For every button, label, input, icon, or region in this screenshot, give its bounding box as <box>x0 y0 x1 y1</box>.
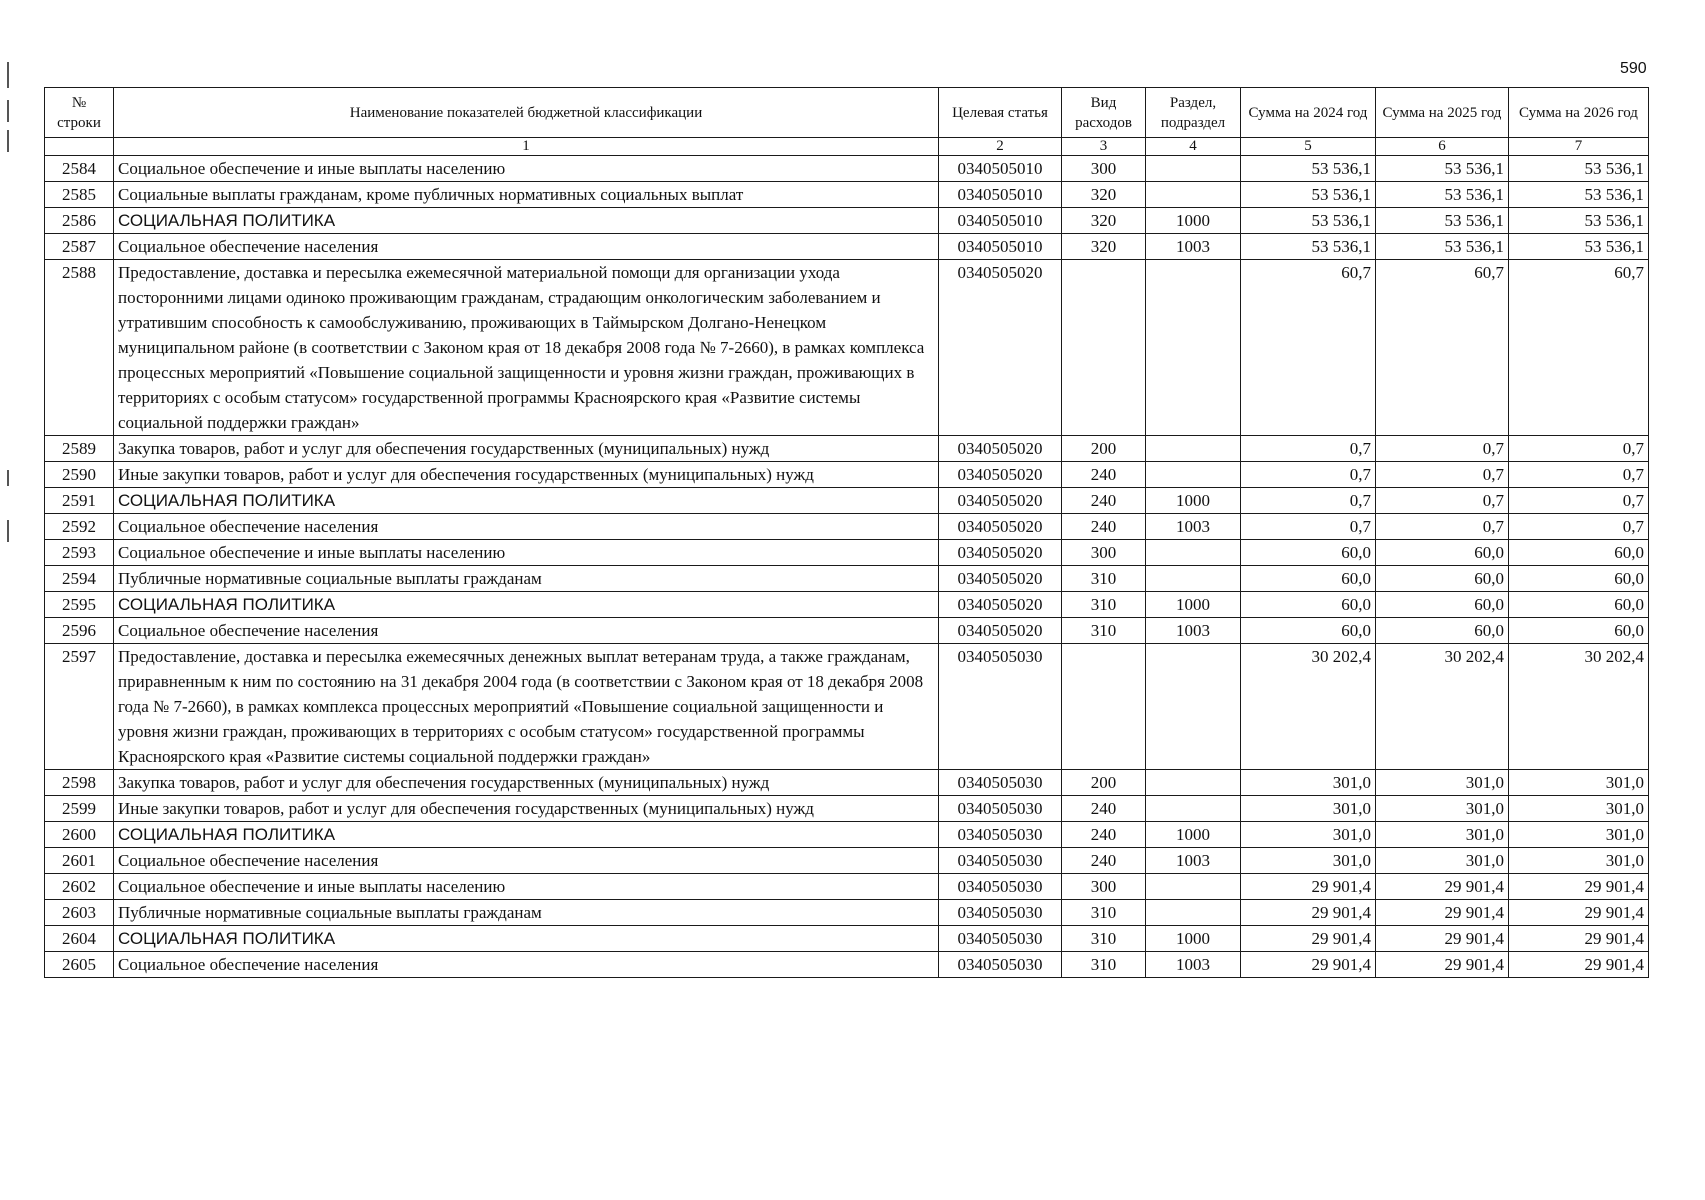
target-article: 0340505030 <box>939 770 1062 796</box>
sum-2025: 60,0 <box>1376 618 1509 644</box>
sum-2026: 53 536,1 <box>1509 156 1649 182</box>
sum-2024: 0,7 <box>1241 488 1376 514</box>
header-row-number: № строки <box>45 88 114 138</box>
indicator-name: Предоставление, доставка и пересылка ежемесячных денежных выплат ветеранам труда, а также гражданам, приравненным к ним по состоянию на 31 декабря 2004 года (в соответствии с Законом края от 18 декабря 2008 года № 7-2660), в рамках комплекса процессных мероприятий «Повышение социальной защищенности и уровня жизни граждан, проживающих в территориях с особым статусом» государственной программы Красноярского края «Развитие системы социальной поддержки граждан» <box>114 644 939 770</box>
sum-2024: 29 901,4 <box>1241 874 1376 900</box>
table-row <box>45 260 1649 436</box>
row-number: 2600 <box>45 822 114 848</box>
indicator-name: Социальное обеспечение и иные выплаты населению <box>114 540 939 566</box>
table-body <box>45 156 1649 978</box>
expense-type: 240 <box>1062 514 1146 540</box>
table-row <box>45 822 1649 848</box>
indicator-name: Иные закупки товаров, работ и услуг для обеспечения государственных (муниципальных) нужд <box>114 796 939 822</box>
header-name: Наименование показателей бюджетной классификации <box>114 88 939 138</box>
indicator-name: Социальные выплаты гражданам, кроме публичных нормативных социальных выплат <box>114 182 939 208</box>
row-number: 2601 <box>45 848 114 874</box>
sum-2024: 0,7 <box>1241 436 1376 462</box>
indicator-name: Социальное обеспечение населения <box>114 848 939 874</box>
column-number: 6 <box>1376 138 1509 156</box>
header-sum-2026: Сумма на 2026 год <box>1509 88 1649 138</box>
section-subsection: 1000 <box>1146 592 1241 618</box>
sum-2026: 301,0 <box>1509 770 1649 796</box>
table-row <box>45 566 1649 592</box>
expense-type: 310 <box>1062 926 1146 952</box>
section-subsection: 1003 <box>1146 848 1241 874</box>
target-article: 0340505020 <box>939 260 1062 436</box>
table-row <box>45 436 1649 462</box>
expense-type: 310 <box>1062 952 1146 978</box>
sum-2026: 60,0 <box>1509 618 1649 644</box>
table-row <box>45 488 1649 514</box>
sum-2025: 29 901,4 <box>1376 926 1509 952</box>
table-row <box>45 952 1649 978</box>
row-number: 2591 <box>45 488 114 514</box>
column-number: 4 <box>1146 138 1241 156</box>
section-subsection <box>1146 182 1241 208</box>
sum-2025: 29 901,4 <box>1376 900 1509 926</box>
sum-2024: 60,0 <box>1241 566 1376 592</box>
sum-2025: 60,0 <box>1376 566 1509 592</box>
indicator-name: СОЦИАЛЬНАЯ ПОЛИТИКА <box>114 592 939 618</box>
sum-2025: 30 202,4 <box>1376 644 1509 770</box>
section-subsection <box>1146 900 1241 926</box>
target-article: 0340505020 <box>939 592 1062 618</box>
target-article: 0340505030 <box>939 952 1062 978</box>
sum-2025: 0,7 <box>1376 436 1509 462</box>
sum-2024: 29 901,4 <box>1241 952 1376 978</box>
sum-2025: 301,0 <box>1376 848 1509 874</box>
sum-2024: 60,0 <box>1241 618 1376 644</box>
indicator-name: Публичные нормативные социальные выплаты гражданам <box>114 900 939 926</box>
table-row <box>45 462 1649 488</box>
column-number: 1 <box>114 138 939 156</box>
expense-type: 320 <box>1062 182 1146 208</box>
section-subsection: 1003 <box>1146 234 1241 260</box>
target-article: 0340505010 <box>939 208 1062 234</box>
sum-2025: 301,0 <box>1376 822 1509 848</box>
section-subsection <box>1146 566 1241 592</box>
row-number: 2598 <box>45 770 114 796</box>
column-number <box>45 138 114 156</box>
indicator-name: Предоставление, доставка и пересылка ежемесячной материальной помощи для организации ухода посторонними лицами одиноко проживающим гражданам, страдающим онкологическим заболеванием и утратившим способность к самообслуживанию, проживающих в Таймырском Долгано-Ненецком муниципальном районе (в соответствии с Законом края от 18 декабря 2008 года № 7-2660), в рамках комплекса процессных мероприятий «Повышение социальной защищенности и уровня жизни граждан, проживающих в территориях с особым статусом» государственной программы Красноярского края «Развитие системы социальной поддержки граждан» <box>114 260 939 436</box>
header-section: Раздел, подраздел <box>1146 88 1241 138</box>
sum-2026: 301,0 <box>1509 822 1649 848</box>
sum-2026: 0,7 <box>1509 488 1649 514</box>
expense-type: 240 <box>1062 822 1146 848</box>
section-subsection: 1000 <box>1146 488 1241 514</box>
table-row <box>45 156 1649 182</box>
target-article: 0340505020 <box>939 540 1062 566</box>
indicator-name: Социальное обеспечение населения <box>114 234 939 260</box>
row-number: 2588 <box>45 260 114 436</box>
target-article: 0340505030 <box>939 926 1062 952</box>
sum-2026: 60,0 <box>1509 540 1649 566</box>
target-article: 0340505030 <box>939 822 1062 848</box>
sum-2026: 29 901,4 <box>1509 874 1649 900</box>
row-number: 2590 <box>45 462 114 488</box>
section-subsection <box>1146 436 1241 462</box>
indicator-name: Социальное обеспечение населения <box>114 514 939 540</box>
target-article: 0340505030 <box>939 900 1062 926</box>
target-article: 0340505020 <box>939 566 1062 592</box>
expense-type: 240 <box>1062 848 1146 874</box>
table-row <box>45 514 1649 540</box>
table-row <box>45 540 1649 566</box>
header-expense-type: Вид расходов <box>1062 88 1146 138</box>
sum-2026: 301,0 <box>1509 848 1649 874</box>
row-number: 2592 <box>45 514 114 540</box>
row-number: 2586 <box>45 208 114 234</box>
target-article: 0340505010 <box>939 156 1062 182</box>
indicator-name: Социальное обеспечение и иные выплаты населению <box>114 156 939 182</box>
section-subsection <box>1146 796 1241 822</box>
section-subsection <box>1146 644 1241 770</box>
sum-2025: 0,7 <box>1376 514 1509 540</box>
indicator-name: Публичные нормативные социальные выплаты гражданам <box>114 566 939 592</box>
sum-2026: 0,7 <box>1509 514 1649 540</box>
section-subsection: 1000 <box>1146 822 1241 848</box>
expense-type: 200 <box>1062 436 1146 462</box>
target-article: 0340505030 <box>939 874 1062 900</box>
indicator-name: СОЦИАЛЬНАЯ ПОЛИТИКА <box>114 822 939 848</box>
sum-2026: 60,0 <box>1509 566 1649 592</box>
row-number: 2604 <box>45 926 114 952</box>
target-article: 0340505030 <box>939 796 1062 822</box>
table-row <box>45 848 1649 874</box>
row-number: 2589 <box>45 436 114 462</box>
expense-type: 320 <box>1062 234 1146 260</box>
sum-2025: 53 536,1 <box>1376 156 1509 182</box>
sum-2026: 29 901,4 <box>1509 952 1649 978</box>
sum-2024: 30 202,4 <box>1241 644 1376 770</box>
header-sum-2024: Сумма на 2024 год <box>1241 88 1376 138</box>
header-target-article: Целевая статья <box>939 88 1062 138</box>
expense-type: 300 <box>1062 874 1146 900</box>
table-row <box>45 926 1649 952</box>
table-row <box>45 618 1649 644</box>
section-subsection <box>1146 260 1241 436</box>
expense-type: 240 <box>1062 462 1146 488</box>
sum-2025: 60,0 <box>1376 540 1509 566</box>
section-subsection: 1000 <box>1146 208 1241 234</box>
indicator-name: Закупка товаров, работ и услуг для обеспечения государственных (муниципальных) нужд <box>114 436 939 462</box>
expense-type: 240 <box>1062 796 1146 822</box>
budget-table <box>44 87 1649 978</box>
expense-type: 300 <box>1062 156 1146 182</box>
sum-2024: 29 901,4 <box>1241 926 1376 952</box>
target-article: 0340505020 <box>939 436 1062 462</box>
sum-2025: 0,7 <box>1376 488 1509 514</box>
sum-2026: 0,7 <box>1509 462 1649 488</box>
expense-type: 310 <box>1062 618 1146 644</box>
sum-2025: 53 536,1 <box>1376 234 1509 260</box>
sum-2024: 301,0 <box>1241 796 1376 822</box>
sum-2025: 29 901,4 <box>1376 952 1509 978</box>
row-number: 2593 <box>45 540 114 566</box>
indicator-name: Закупка товаров, работ и услуг для обеспечения государственных (муниципальных) нужд <box>114 770 939 796</box>
margin-marks <box>0 0 20 1200</box>
sum-2026: 53 536,1 <box>1509 182 1649 208</box>
section-subsection: 1003 <box>1146 618 1241 644</box>
sum-2024: 53 536,1 <box>1241 156 1376 182</box>
expense-type: 240 <box>1062 488 1146 514</box>
sum-2024: 0,7 <box>1241 462 1376 488</box>
column-number: 5 <box>1241 138 1376 156</box>
sum-2025: 301,0 <box>1376 796 1509 822</box>
row-number: 2602 <box>45 874 114 900</box>
header-sum-2025: Сумма на 2025 год <box>1376 88 1509 138</box>
target-article: 0340505020 <box>939 488 1062 514</box>
section-subsection <box>1146 874 1241 900</box>
row-number: 2599 <box>45 796 114 822</box>
expense-type <box>1062 260 1146 436</box>
target-article: 0340505010 <box>939 234 1062 260</box>
sum-2026: 29 901,4 <box>1509 926 1649 952</box>
sum-2024: 60,0 <box>1241 592 1376 618</box>
indicator-name: Социальное обеспечение населения <box>114 618 939 644</box>
table-row <box>45 770 1649 796</box>
sum-2025: 60,7 <box>1376 260 1509 436</box>
indicator-name: СОЦИАЛЬНАЯ ПОЛИТИКА <box>114 208 939 234</box>
row-number: 2595 <box>45 592 114 618</box>
row-number: 2585 <box>45 182 114 208</box>
sum-2024: 301,0 <box>1241 770 1376 796</box>
sum-2026: 0,7 <box>1509 436 1649 462</box>
expense-type: 200 <box>1062 770 1146 796</box>
expense-type: 300 <box>1062 540 1146 566</box>
indicator-name: СОЦИАЛЬНАЯ ПОЛИТИКА <box>114 926 939 952</box>
table-row <box>45 644 1649 770</box>
target-article: 0340505020 <box>939 514 1062 540</box>
column-number: 3 <box>1062 138 1146 156</box>
table-row <box>45 208 1649 234</box>
section-subsection <box>1146 156 1241 182</box>
row-number: 2603 <box>45 900 114 926</box>
target-article: 0340505020 <box>939 618 1062 644</box>
table-row <box>45 234 1649 260</box>
row-number: 2584 <box>45 156 114 182</box>
sum-2024: 301,0 <box>1241 822 1376 848</box>
row-number: 2596 <box>45 618 114 644</box>
target-article: 0340505030 <box>939 644 1062 770</box>
sum-2024: 301,0 <box>1241 848 1376 874</box>
table-row <box>45 874 1649 900</box>
sum-2026: 60,7 <box>1509 260 1649 436</box>
sum-2024: 53 536,1 <box>1241 182 1376 208</box>
table-row <box>45 900 1649 926</box>
sum-2024: 53 536,1 <box>1241 208 1376 234</box>
sum-2026: 53 536,1 <box>1509 234 1649 260</box>
section-subsection: 1003 <box>1146 514 1241 540</box>
sum-2025: 0,7 <box>1376 462 1509 488</box>
expense-type: 310 <box>1062 900 1146 926</box>
indicator-name: Социальное обеспечение и иные выплаты населению <box>114 874 939 900</box>
sum-2025: 29 901,4 <box>1376 874 1509 900</box>
indicator-name: Иные закупки товаров, работ и услуг для обеспечения государственных (муниципальных) нужд <box>114 462 939 488</box>
sum-2024: 29 901,4 <box>1241 900 1376 926</box>
table-row <box>45 592 1649 618</box>
target-article: 0340505010 <box>939 182 1062 208</box>
section-subsection <box>1146 462 1241 488</box>
expense-type <box>1062 644 1146 770</box>
sum-2026: 301,0 <box>1509 796 1649 822</box>
target-article: 0340505020 <box>939 462 1062 488</box>
sum-2024: 0,7 <box>1241 514 1376 540</box>
page-number: 590 <box>1620 60 1647 77</box>
sum-2026: 30 202,4 <box>1509 644 1649 770</box>
section-subsection <box>1146 540 1241 566</box>
sum-2024: 53 536,1 <box>1241 234 1376 260</box>
section-subsection: 1000 <box>1146 926 1241 952</box>
sum-2024: 60,7 <box>1241 260 1376 436</box>
table-row <box>45 182 1649 208</box>
sum-2026: 60,0 <box>1509 592 1649 618</box>
row-number: 2597 <box>45 644 114 770</box>
sum-2025: 53 536,1 <box>1376 182 1509 208</box>
indicator-name: Социальное обеспечение населения <box>114 952 939 978</box>
sum-2025: 53 536,1 <box>1376 208 1509 234</box>
expense-type: 320 <box>1062 208 1146 234</box>
expense-type: 310 <box>1062 566 1146 592</box>
row-number: 2594 <box>45 566 114 592</box>
sum-2024: 60,0 <box>1241 540 1376 566</box>
column-number: 7 <box>1509 138 1649 156</box>
sum-2025: 301,0 <box>1376 770 1509 796</box>
target-article: 0340505030 <box>939 848 1062 874</box>
sum-2026: 53 536,1 <box>1509 208 1649 234</box>
row-number: 2605 <box>45 952 114 978</box>
expense-type: 310 <box>1062 592 1146 618</box>
sum-2025: 60,0 <box>1376 592 1509 618</box>
indicator-name: СОЦИАЛЬНАЯ ПОЛИТИКА <box>114 488 939 514</box>
column-number: 2 <box>939 138 1062 156</box>
section-subsection: 1003 <box>1146 952 1241 978</box>
section-subsection <box>1146 770 1241 796</box>
table-row <box>45 796 1649 822</box>
sum-2026: 29 901,4 <box>1509 900 1649 926</box>
row-number: 2587 <box>45 234 114 260</box>
